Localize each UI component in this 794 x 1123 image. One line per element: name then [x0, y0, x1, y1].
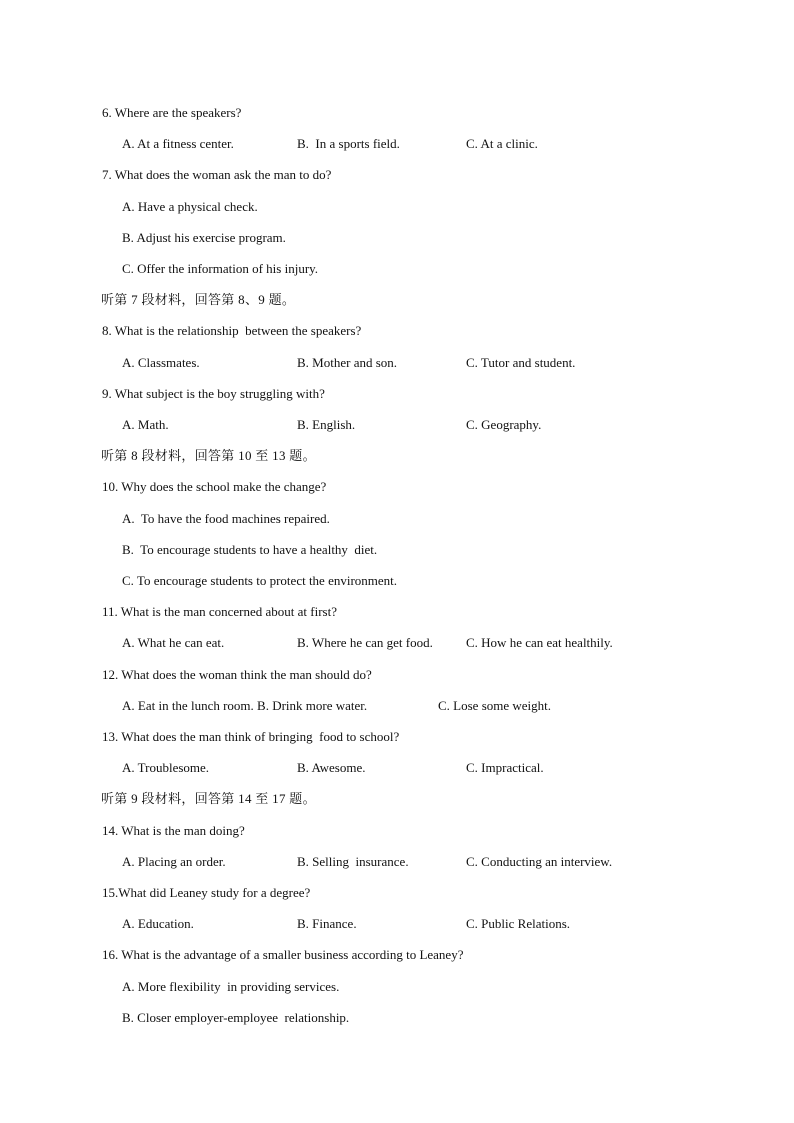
question-text: 11. What is the man concerned about at first? — [102, 604, 338, 619]
answer-option: B. Mother and son. — [297, 355, 398, 370]
question-text: 9. What subject is the boy struggling with? — [102, 386, 325, 401]
answer-option: C. Impractical. — [466, 760, 544, 775]
question-text: 10. Why does the school make the change? — [102, 479, 327, 494]
question-text: 14. What is the man doing? — [102, 823, 245, 838]
question-text: 15.What did Leaney study for a degree? — [102, 885, 311, 900]
answer-option: B. Awesome. — [297, 760, 366, 775]
answer-option: B. To encourage students to have a healthy diet. — [122, 542, 378, 557]
answer-option: A. To have the food machines repaired. — [122, 511, 330, 526]
answer-option: B. Where he can get food. — [297, 635, 433, 650]
answer-option: A. Education. — [122, 916, 194, 931]
answer-option: A. Placing an order. — [122, 854, 226, 869]
answer-option: C. Lose some weight. — [438, 698, 552, 713]
answer-option: C. At a clinic. — [466, 136, 538, 151]
answer-option: A. Classmates. — [122, 355, 200, 370]
answer-option: A. What he can eat. — [122, 635, 225, 650]
answer-option: C. Tutor and student. — [466, 355, 576, 370]
answer-option: B. In a sports field. — [297, 136, 400, 151]
section-instruction: 听第 7 段材料，回答第 8、9 题。 — [101, 292, 296, 307]
question-text: 16. What is the advantage of a smaller business according to Leaney? — [102, 947, 464, 962]
answer-option: A. Math. — [122, 417, 169, 432]
answer-option: B. Selling insurance. — [297, 854, 409, 869]
answer-option: C. How he can eat healthily. — [466, 635, 613, 650]
answer-option: C. Offer the information of his injury. — [122, 261, 319, 276]
answer-option: C. Public Relations. — [466, 916, 570, 931]
answer-option: A. Have a physical check. — [122, 199, 258, 214]
answer-option: A. Troublesome. — [122, 760, 210, 775]
answer-option: B. English. — [297, 417, 356, 432]
answer-option: A. At a fitness center. — [122, 136, 234, 151]
answer-option: C. Geography. — [466, 417, 542, 432]
answer-option: A. More flexibility in providing services. — [122, 979, 340, 994]
answer-option: B. Adjust his exercise program. — [122, 230, 286, 245]
answer-option: B. Closer employer-employee relationship. — [122, 1010, 350, 1025]
answer-option: A. Eat in the lunch room. B. Drink more water. — [122, 698, 368, 713]
question-text: 13. What does the man think of bringing food to school? — [102, 729, 400, 744]
answer-option: C. Conducting an interview. — [466, 854, 613, 869]
question-text: 6. Where are the speakers? — [102, 105, 242, 120]
answer-option: C. To encourage students to protect the environment. — [122, 573, 398, 588]
question-text: 7. What does the woman ask the man to do? — [102, 167, 332, 182]
section-instruction: 听第 9 段材料，回答第 14 至 17 题。 — [101, 791, 316, 806]
question-text: 8. What is the relationship between the speakers? — [102, 323, 362, 338]
answer-option: B. Finance. — [297, 916, 357, 931]
section-instruction: 听第 8 段材料，回答第 10 至 13 题。 — [101, 448, 316, 463]
question-text: 12. What does the woman think the man should do? — [102, 667, 372, 682]
